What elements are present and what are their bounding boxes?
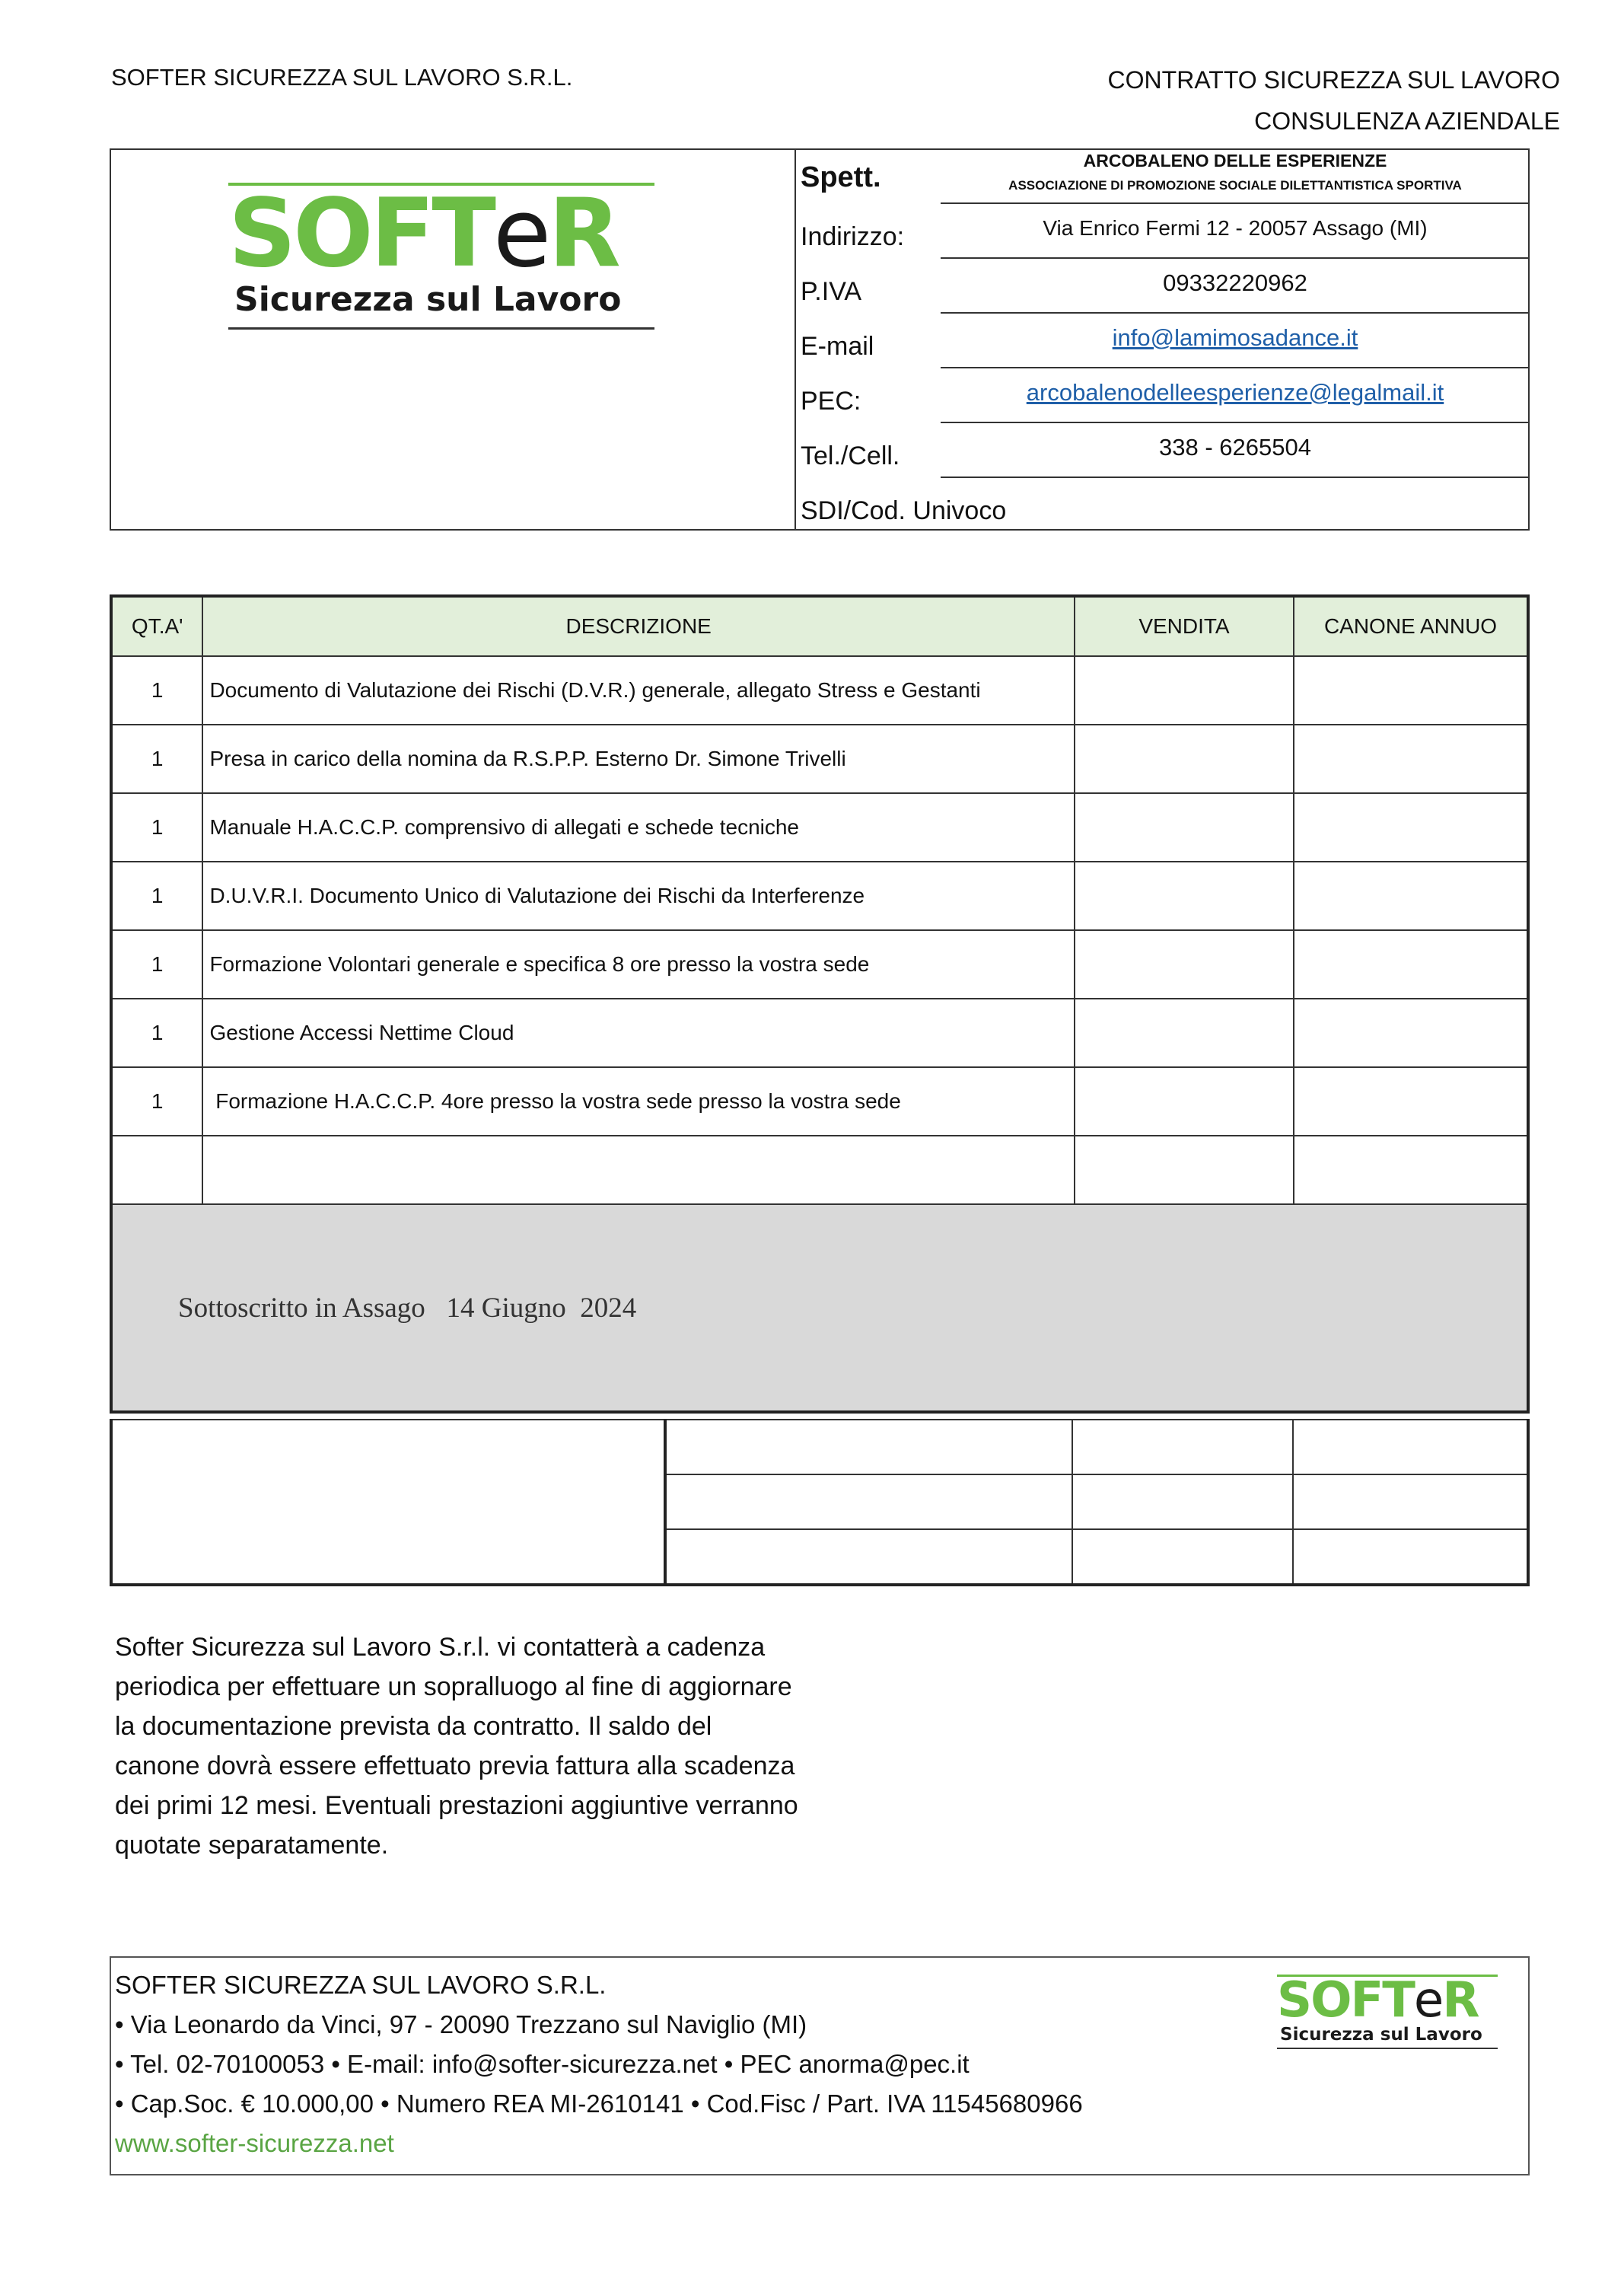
signed-place-date: Sottoscritto in Assago 14 Giugno 2024 [178, 1292, 637, 1324]
contract-note: Softer Sicurezza sul Lavoro S.r.l. vi contatterà a cadenza periodica per effettuare un sopralluogo al fine di aggiornare la documentazione prevista da contratto. Il saldo del canone dovrà essere effettuato previa fattura alla scadenza dei primi 12 mesi. Eventuali prestazioni aggiuntive verranno quotate separatamente. [115, 1633, 798, 1860]
email-link[interactable]: info@lamimosadance.it [1112, 324, 1358, 351]
row-description: D.U.V.R.I. Documento Unico di Valutazione dei Rischi da Interferenze [202, 862, 1074, 930]
row-description: Presa in carico della nomina da R.S.P.P. Esterno Dr. Simone Trivelli [202, 725, 1074, 793]
logo-small-word-r: R [1442, 1972, 1479, 2029]
logo-word-e: e [493, 179, 549, 288]
pec-underline [941, 422, 1530, 423]
row-annual-fee [1294, 656, 1528, 725]
row-description: Gestione Accessi Nettime Cloud [202, 999, 1074, 1067]
totals-fee-cell [1293, 1529, 1528, 1585]
row-qty: 1 [111, 999, 202, 1067]
row-sale [1075, 999, 1294, 1067]
row-annual-fee [1294, 725, 1528, 793]
row-sale [1075, 1136, 1294, 1204]
row-sale [1075, 793, 1294, 862]
email-label: E-mail [801, 332, 874, 361]
address-label: Indirizzo: [801, 222, 905, 251]
pec-label: PEC: [801, 387, 861, 416]
sdi-label: SDI/Cod. Univoco [801, 496, 1007, 525]
row-qty [111, 1136, 202, 1204]
table-row [111, 1067, 1528, 1136]
row-qty: 1 [111, 793, 202, 862]
signature-row [111, 1204, 1528, 1412]
row-sale [1075, 1067, 1294, 1136]
items-header-row [111, 596, 1528, 656]
email-underline [941, 367, 1530, 368]
client-name-underline [941, 202, 1530, 204]
table-row [111, 930, 1528, 999]
softer-logo-small [1277, 1972, 1498, 2051]
logo-subtitle: Sicurezza sul Lavoro [234, 280, 622, 319]
row-qty: 1 [111, 725, 202, 793]
totals-fee-cell [1293, 1474, 1528, 1529]
signature-cell [111, 1204, 1528, 1412]
table-row [111, 1136, 1528, 1204]
piva-value: 09332220962 [1163, 269, 1307, 296]
footer-legal: • Cap.Soc. € 10.000,00 • Numero REA MI-2610141 • Cod.Fisc / Part. IVA 11545680966 [115, 2089, 1083, 2118]
totals-sale-cell [1072, 1529, 1292, 1585]
totals-sale-cell [1072, 1420, 1292, 1474]
row-description: Documento di Valutazione dei Rischi (D.V.R.) generale, allegato Stress e Gestanti [202, 656, 1074, 725]
spett-label: Spett. [801, 161, 881, 193]
pec-link[interactable]: arcobalenodelleesperienze@legalmail.it [1026, 379, 1444, 406]
col-header-sale: VENDITA [1075, 596, 1294, 656]
table-row [111, 862, 1528, 930]
client-box-divider [794, 148, 796, 531]
tel-underline [941, 477, 1530, 478]
row-sale [1075, 656, 1294, 725]
row-description: Manuale H.A.C.C.P. comprensivo di allegati e schede tecniche [202, 793, 1074, 862]
tel-label: Tel./Cell. [801, 441, 900, 470]
piva-label: P.IVA [801, 277, 862, 306]
table-row [111, 999, 1528, 1067]
footer-address: • Via Leonardo da Vinci, 97 - 20090 Trezzano sul Naviglio (MI) [115, 2010, 807, 2038]
items-table [110, 594, 1530, 1414]
header-doc-title [1108, 59, 1560, 142]
totals-label-cell [665, 1474, 1072, 1529]
col-header-annual-fee: CANONE ANNUO [1294, 596, 1528, 656]
row-description: Formazione Volontari generale e specifica 8 ore presso la vostra sede [202, 930, 1074, 999]
table-row [111, 793, 1528, 862]
footer-info [115, 1965, 1083, 2163]
row-sale [1075, 862, 1294, 930]
address-value: Via Enrico Fermi 12 - 20057 Assago (MI) [1043, 216, 1428, 240]
header-doc-title-line1: CONTRATTO SICUREZZA SUL LAVORO [1107, 66, 1560, 94]
totals-sale-cell [1072, 1474, 1292, 1529]
totals-grid [110, 1419, 1530, 1586]
piva-underline [941, 312, 1530, 314]
row-sale [1075, 725, 1294, 793]
row-qty: 1 [111, 862, 202, 930]
client-name-line2: ASSOCIAZIONE DI PROMOZIONE SOCIALE DILETTANTISTICA SPORTIVA [1008, 178, 1462, 193]
footer-website-link[interactable]: www.softer-sicurezza.net [115, 2129, 394, 2157]
row-annual-fee [1294, 862, 1528, 930]
totals-label-cell [665, 1529, 1072, 1585]
row-annual-fee [1294, 1136, 1528, 1204]
tel-value: 338 - 6265504 [1159, 434, 1311, 461]
row-annual-fee [1294, 1067, 1528, 1136]
logo-small-subtitle: Sicurezza sul Lavoro [1280, 2025, 1482, 2045]
logo-word-r: R [548, 179, 618, 288]
row-qty: 1 [111, 1067, 202, 1136]
softer-logo [228, 179, 654, 335]
totals-row [111, 1420, 1528, 1474]
header-doc-title-line2: CONSULENZA AZIENDALE [1254, 107, 1560, 135]
row-annual-fee [1294, 930, 1528, 999]
row-annual-fee [1294, 999, 1528, 1067]
client-name-line1: ARCOBALENO DELLE ESPERIENZE [1083, 151, 1387, 171]
col-header-qty: QT.A' [111, 596, 202, 656]
row-qty: 1 [111, 656, 202, 725]
footer-contacts: • Tel. 02-70100053 • E-mail: info@softer-sicurezza.net • PEC anorma@pec.it [115, 2050, 970, 2078]
row-qty: 1 [111, 930, 202, 999]
totals-blank-area [111, 1420, 665, 1585]
row-sale [1075, 930, 1294, 999]
col-header-description: DESCRIZIONE [202, 596, 1074, 656]
row-description [202, 1136, 1074, 1204]
row-annual-fee [1294, 793, 1528, 862]
totals-label-cell [665, 1420, 1072, 1474]
totals-fee-cell [1293, 1420, 1528, 1474]
logo-word-softer: SOFT [228, 179, 494, 288]
address-underline [941, 257, 1530, 259]
header-company: SOFTER SICUREZZA SUL LAVORO S.R.L. [111, 64, 573, 91]
row-description: Formazione H.A.C.C.P. 4ore presso la vostra sede presso la vostra sede [202, 1067, 1074, 1136]
table-row [111, 656, 1528, 725]
table-row [111, 725, 1528, 793]
footer-company: SOFTER SICUREZZA SUL LAVORO S.R.L. [115, 1971, 607, 1999]
logo-small-word-e: e [1413, 1972, 1443, 2029]
logo-small-word-softer: SOFT [1277, 1972, 1414, 2029]
